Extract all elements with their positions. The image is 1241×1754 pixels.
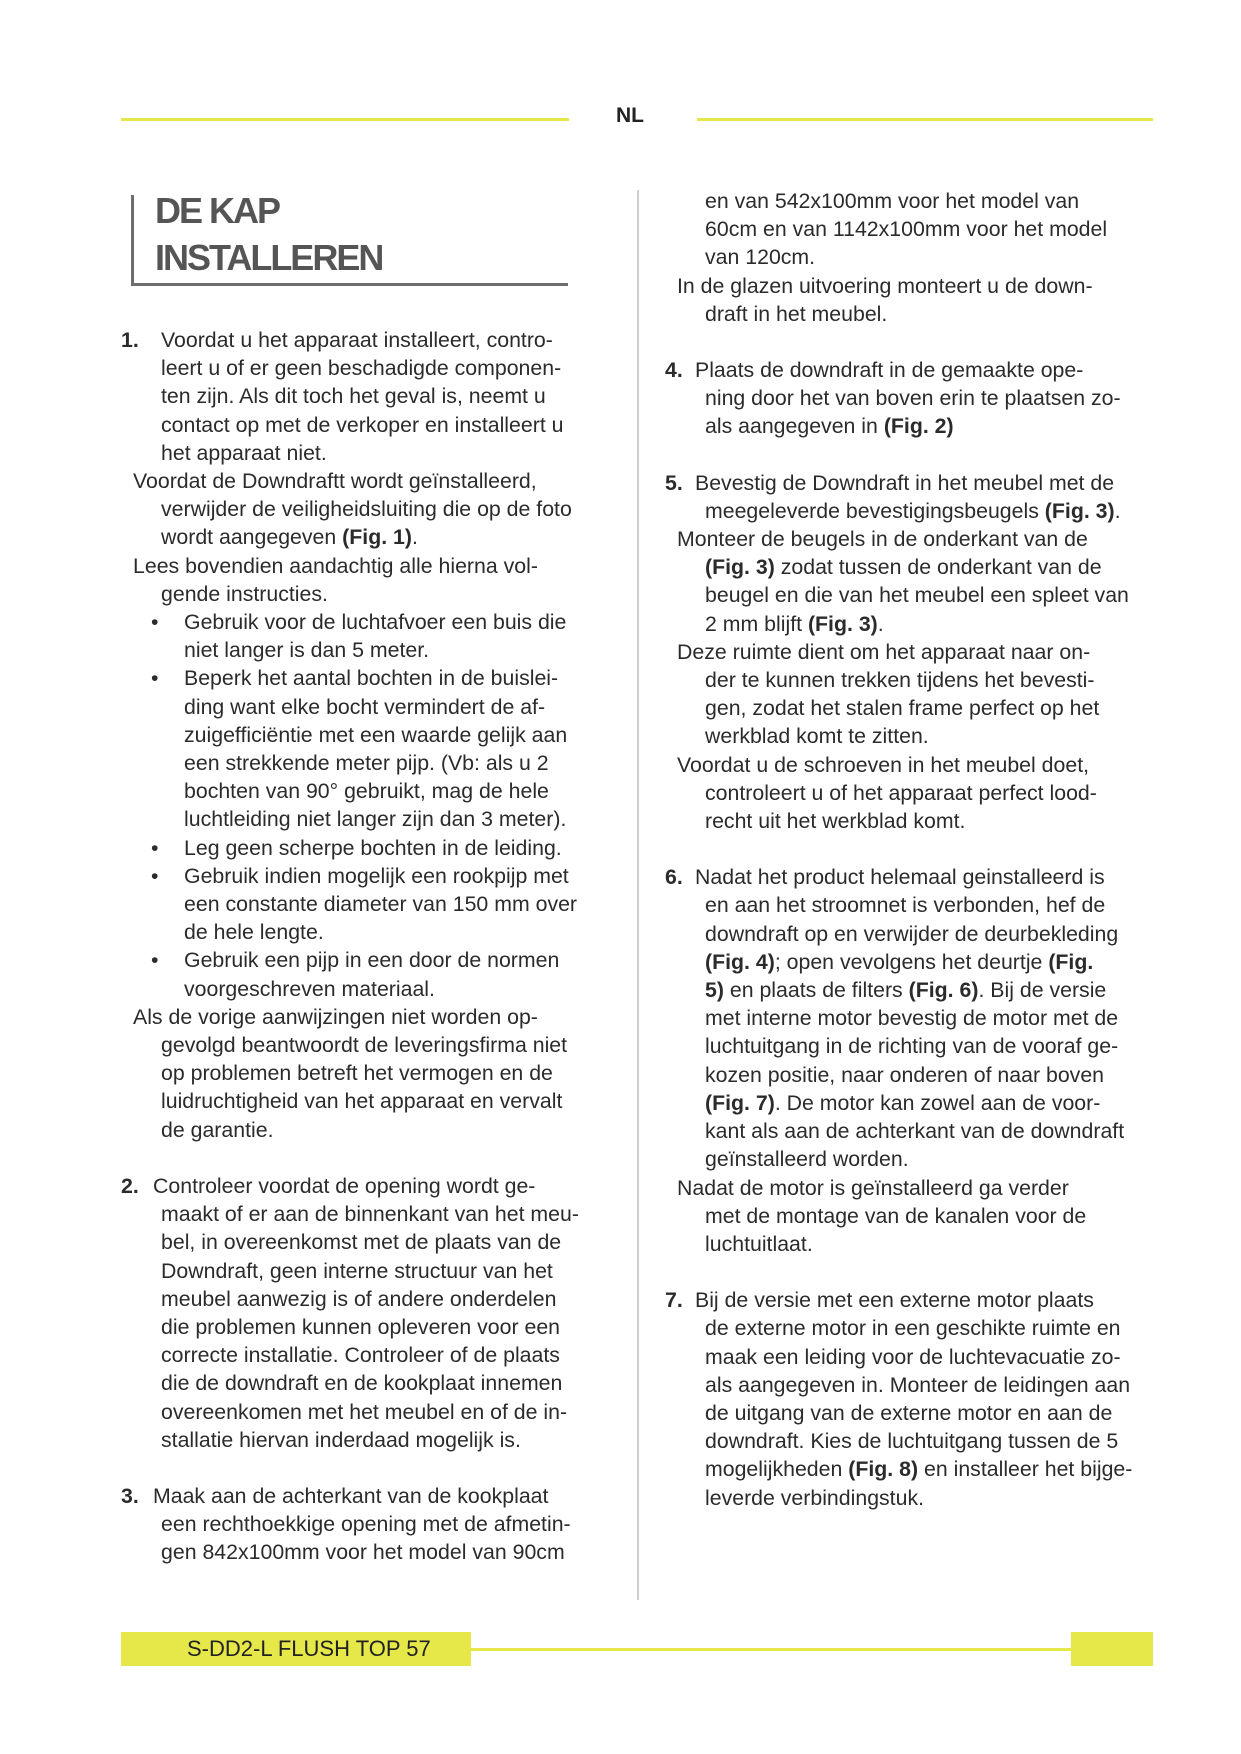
title-line-2: INSTALLEREN xyxy=(155,237,383,278)
s1-line: Voordat u het apparaat installeert, contro- xyxy=(161,328,553,352)
fig-ref: (Fig. 7) xyxy=(705,1090,775,1115)
s6-line: (Fig. 7). De motor kan zowel aan de voor- xyxy=(705,1090,1101,1115)
fig-ref: (Fig. 4) xyxy=(705,949,775,974)
s6-line: kant als aan de achterkant van de downdraft xyxy=(705,1119,1125,1144)
s3-cont-line: In de glazen uitvoering monteert u de down- xyxy=(677,273,1093,298)
s1-p4-line: gevolgd beantwoordt de leveringsfirma niet xyxy=(161,1033,568,1058)
s5-line: beugel en die van het meubel een spleet van xyxy=(705,583,1129,608)
s2-line: bel, in overeenkomst met de plaats van de xyxy=(161,1230,562,1255)
title-line-1: DE KAP xyxy=(155,190,280,231)
fig-ref: (Fig. 8) xyxy=(848,1457,919,1482)
s2-line: stallatie hiervan inderdaad mogelijk is. xyxy=(161,1427,521,1452)
section-3-continued xyxy=(665,187,1160,328)
s1-p4-line: luidruchtigheid van het apparaat en vervalt xyxy=(161,1089,563,1114)
s7-line: als aangegeven in. Monteer de leidingen aan xyxy=(705,1372,1131,1397)
fig-ref: (Fig. 3) xyxy=(807,611,878,636)
s5-line: werkblad komt te zitten. xyxy=(705,724,929,749)
s2-line: correcte installatie. Controleer of de plaats xyxy=(161,1343,560,1368)
fig-ref: (Fig. 1) xyxy=(342,525,412,550)
s5-line: Monteer de beugels in de onderkant van de xyxy=(677,527,1088,552)
s5-line: der te kunnen trekken tijdens het bevesti- xyxy=(705,668,1095,693)
s5-line: 2 mm blijft (Fig. 3). xyxy=(705,611,884,636)
fig-ref: (Fig. 2) xyxy=(883,414,954,439)
s5-line: (Fig. 3) zodat tussen de onderkant van de xyxy=(705,555,1102,580)
s7-line: de externe motor in een geschikte ruimte en xyxy=(705,1316,1121,1341)
bullet-item: • Gebruik een pijp in een door de normen voorgeschreven materiaal. xyxy=(121,946,615,1002)
section-3 xyxy=(121,1482,615,1567)
s5-line: Bevestig de Downdraft in het meubel met de xyxy=(695,470,1115,495)
s7-line: de uitgang van de externe motor en aan de xyxy=(705,1400,1113,1425)
s1-p3-line: gende instructies. xyxy=(161,581,328,606)
s7-line: Bij de versie met een externe motor plaats xyxy=(695,1288,1094,1313)
section-4 xyxy=(665,356,1160,441)
bullet-item: • Beperk het aantal bochten in de buislei- ding want elke bocht vermindert de af- zuigefficiëntie met een waarde gelijk aan een strekkende meter pijp. (Vb: als u 2 bochten van 90° gebruikt, mag de hele luchtleiding niet langer zijn dan 3 meter). xyxy=(121,664,615,833)
s2-line: overeenkomen met het meubel en of de in- xyxy=(161,1399,568,1424)
s3-cont-line: draft in het meubel. xyxy=(705,301,888,326)
section-6 xyxy=(665,863,1160,1258)
fig-ref: (Fig. 3) xyxy=(1044,498,1115,523)
s7-line: mogelijkheden (Fig. 8) en installeer het bijge- xyxy=(705,1457,1133,1482)
section-2-number: 2. xyxy=(121,1173,139,1198)
section-1-number: 1. xyxy=(121,328,139,352)
bullet-list xyxy=(121,608,615,1003)
s6-line: geïnstalleerd worden. xyxy=(705,1147,909,1172)
s2-line: maakt of er aan de binnenkant van het meu- xyxy=(161,1202,579,1227)
s6-line: 5) en plaats de filters (Fig. 6). Bij de versie xyxy=(705,978,1107,1003)
left-column xyxy=(121,326,615,1567)
footer-model-label: S-DD2-L FLUSH TOP 57 xyxy=(121,1632,471,1666)
language-code: NL xyxy=(616,104,644,127)
footer-page-block xyxy=(1071,1632,1153,1666)
s1-line: ten zijn. Als dit toch het geval is, neemt u xyxy=(161,384,546,409)
s3-line: Maak aan de achterkant van de kookplaat xyxy=(153,1483,549,1508)
s4-line: als aangegeven in (Fig. 2) xyxy=(705,414,954,439)
s6-line: (Fig. 4); open vevolgens het deurtje (Fig. xyxy=(705,949,1094,974)
s5-line: meegeleverde bevestigingsbeugels (Fig. 3). xyxy=(705,498,1121,523)
s3-line: een rechthoekkige opening met de afmetin- xyxy=(161,1512,571,1537)
section-3-number: 3. xyxy=(121,1483,139,1508)
section-7-number: 7. xyxy=(665,1288,683,1313)
section-7 xyxy=(665,1286,1160,1512)
s6-line: kozen positie, naar onderen of naar boven xyxy=(705,1062,1105,1087)
s1-line: leert u of er geen beschadigde componen- xyxy=(161,356,562,381)
s2-line: Controleer voordat de opening wordt ge- xyxy=(153,1173,536,1198)
header-rule-left xyxy=(121,118,569,121)
section-5-number: 5. xyxy=(665,470,683,495)
fig-ref: 5) xyxy=(705,978,724,1003)
s2-line: die problemen kunnen opleveren voor een xyxy=(161,1314,561,1339)
s4-line: Plaats de downdraft in de gemaakte ope- xyxy=(695,358,1084,383)
header-rule-right xyxy=(697,118,1153,121)
s7-line: leverde verbindingstuk. xyxy=(705,1485,925,1510)
section-4-number: 4. xyxy=(665,358,683,383)
s4-line: ning door het van boven erin te plaatsen zo- xyxy=(705,386,1121,411)
s6-line: en aan het stroomnet is verbonden, hef de xyxy=(705,893,1106,918)
s3-cont-line: en van 542x100mm voor het model van xyxy=(705,189,1080,213)
bullet-item: • Gebruik voor de luchtafvoer een buis die niet langer is dan 5 meter. xyxy=(121,608,615,664)
s2-line: meubel aanwezig is of andere onderdelen xyxy=(161,1286,557,1311)
s1-p4-line: op problemen betreft het vermogen en de xyxy=(161,1061,553,1086)
s1-p4-line: de garantie. xyxy=(161,1117,274,1142)
s6-line: downdraft op en verwijder de deurbekleding xyxy=(705,921,1119,946)
s1-line: het apparaat niet. xyxy=(161,440,327,465)
s7-line: maak een leiding voor de luchtevacuatie zo- xyxy=(705,1344,1121,1369)
s7-line: downdraft. Kies de luchtuitgang tussen de 5 xyxy=(705,1429,1119,1454)
s3-cont-line: van 120cm. xyxy=(705,245,816,270)
s6-line: Nadat de motor is geïnstalleerd ga verder xyxy=(677,1175,1069,1200)
s5-line: controleert u of het apparaat perfect lood- xyxy=(705,780,1097,805)
s2-line: Downdraft, geen interne structuur van het xyxy=(161,1258,553,1283)
bullet-item: • Gebruik indien mogelijk een rookpijp met een constante diameter van 150 mm over de hele lengte. xyxy=(121,862,615,947)
s5-line: Deze ruimte dient om het apparaat naar on- xyxy=(677,639,1091,664)
fig-ref: (Fig. 3) xyxy=(705,555,775,580)
bullet-item: • Leg geen scherpe bochten in de leiding. xyxy=(121,834,615,862)
column-divider xyxy=(637,190,639,1600)
s3-cont-line: 60cm en van 1142x100mm voor het model xyxy=(705,217,1108,242)
section-1 xyxy=(121,326,615,1144)
section-2 xyxy=(121,1172,615,1454)
s5-line: Voordat u de schroeven in het meubel doet, xyxy=(677,752,1090,777)
section-6-number: 6. xyxy=(665,865,683,890)
s6-line: met interne motor bevestig de motor met de xyxy=(705,1006,1119,1031)
s6-line: Nadat het product helemaal geinstalleerd is xyxy=(695,865,1105,890)
s2-line: die de downdraft en de kookplaat innemen xyxy=(161,1371,563,1396)
footer-rule xyxy=(471,1648,1071,1651)
s1-p2-line: wordt aangegeven (Fig. 1). xyxy=(161,525,418,550)
s5-line: recht uit het werkblad komt. xyxy=(705,809,966,834)
s6-line: luchtuitlaat. xyxy=(705,1231,813,1256)
s1-p4-line: Als de vorige aanwijzingen niet worden op- xyxy=(133,1004,538,1029)
s6-line: met de montage van de kanalen voor de xyxy=(705,1203,1087,1228)
fig-ref: (Fig. 6) xyxy=(908,978,979,1003)
s1-line: contact op met de verkoper en installeert u xyxy=(161,412,564,437)
fig-ref: (Fig. xyxy=(1048,949,1094,974)
s5-line: gen, zodat het stalen frame perfect op het xyxy=(705,696,1100,721)
right-column xyxy=(665,187,1160,1512)
section-5 xyxy=(665,469,1160,836)
s3-line: gen 842x100mm voor het model van 90cm xyxy=(161,1540,565,1565)
s6-line: luchtuitgang in de richting van de vooraf ge- xyxy=(705,1034,1119,1059)
s1-p3-line: Lees bovendien aandachtig alle hierna vol- xyxy=(133,553,538,578)
s1-p2-line: Voordat de Downdraftt wordt geïnstalleerd, xyxy=(133,469,537,494)
s1-p2-line: verwijder de veiligheidsluiting die op de foto xyxy=(161,497,572,522)
